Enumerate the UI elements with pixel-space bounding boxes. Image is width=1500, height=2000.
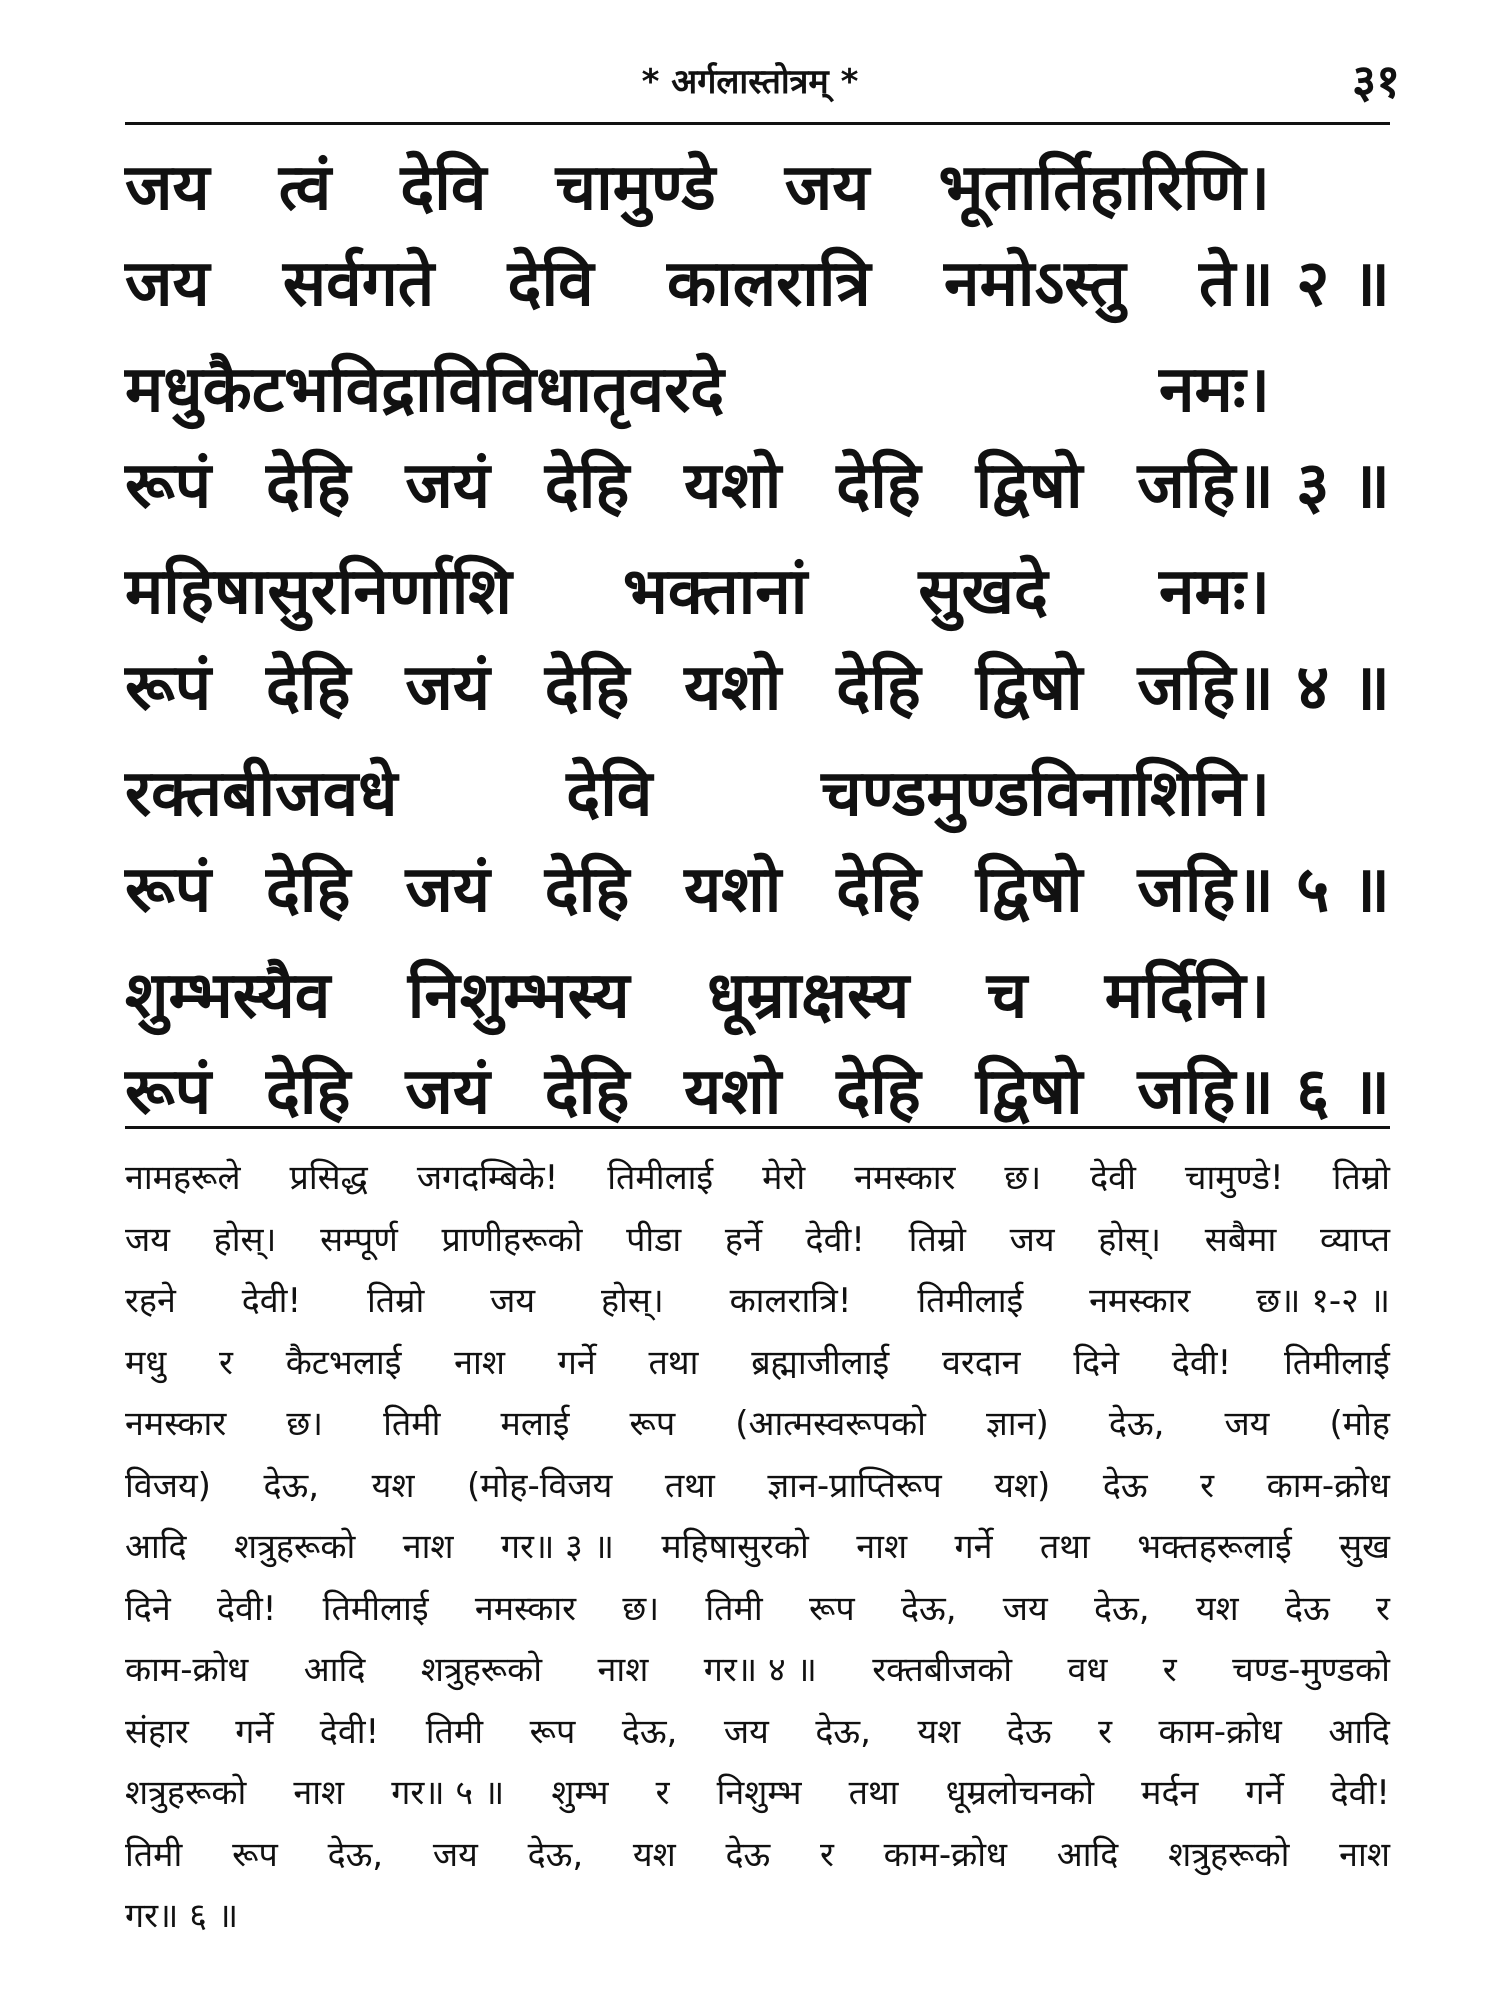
running-header-title: * अर्गलास्तोत्रम् *: [641, 62, 859, 102]
verse-word: देहि: [836, 449, 921, 523]
verse-line: [125, 746, 1390, 842]
commentary-word: तिमी: [383, 1404, 441, 1444]
verse-word: नमः।: [1159, 353, 1270, 427]
commentary-word: छ।: [286, 1404, 324, 1444]
commentary-word: नाश: [856, 1527, 908, 1567]
verse-line: [125, 948, 1390, 1044]
commentary-word: तिमीलाई: [1283, 1342, 1390, 1383]
commentary-word: प्राणीहरूको: [441, 1219, 583, 1260]
commentary-word: यश: [371, 1465, 415, 1506]
verse-word: महिषासुरनिर्णाशि: [125, 555, 512, 629]
commentary-word: आदि: [303, 1650, 366, 1690]
verse-word: रूपं: [125, 449, 212, 523]
commentary-word: देवी!: [319, 1711, 380, 1752]
verse-word: जय: [125, 247, 210, 321]
commentary-line: [125, 1148, 1390, 1210]
commentary-word: होस्।: [600, 1281, 664, 1321]
verse-word: देहि: [265, 1055, 351, 1129]
commentary-word: होस्।: [1098, 1219, 1162, 1260]
commentary-word: मधु: [125, 1342, 167, 1383]
commentary-word: देऊ: [1102, 1465, 1148, 1506]
commentary-line: [125, 1456, 1390, 1518]
commentary-word: देवी!: [217, 1588, 277, 1629]
commentary-line: [125, 1271, 1390, 1333]
commentary-word: यश: [917, 1711, 961, 1752]
verse-line: [125, 140, 1390, 236]
verse-word: देहि: [836, 651, 921, 725]
verse-word: जयं: [405, 1055, 490, 1129]
verse-word: जहि॥ ६ ॥: [1137, 1055, 1390, 1129]
commentary-word: गर॥ ५ ॥: [391, 1773, 505, 1813]
verse-word: ते॥ २ ॥: [1198, 247, 1390, 321]
commentary-word: गर्ने: [557, 1342, 596, 1383]
commentary-word: काम-क्रोध: [1158, 1711, 1282, 1752]
commentary-word: गर॥ ६ ॥: [125, 1896, 239, 1936]
verse-block: [125, 140, 1390, 1150]
commentary-word: र: [219, 1342, 233, 1383]
verse-word: जहि॥ ५ ॥: [1137, 853, 1390, 927]
verse-word: देहि: [265, 651, 351, 725]
commentary-word: रहने: [125, 1281, 176, 1321]
verse-word: देहि: [836, 1055, 921, 1129]
commentary-word: यश: [1195, 1588, 1239, 1629]
verse-word: देहि: [836, 853, 921, 927]
commentary-word: (मोह: [1329, 1404, 1390, 1444]
verse-word: देवि: [400, 151, 487, 225]
verse-word: जयं: [405, 853, 490, 927]
commentary-word: तिम्रो: [908, 1219, 966, 1260]
commentary-word: गर्ने: [954, 1527, 993, 1567]
verse-word: रूपं: [125, 651, 212, 725]
commentary-word: देवी!: [1171, 1342, 1232, 1383]
commentary-word: जय: [125, 1219, 170, 1260]
verse-word: देहि: [265, 853, 351, 927]
verse-word: च: [986, 959, 1028, 1033]
verse-word: द्विषो: [975, 651, 1083, 725]
commentary-word: रूप: [232, 1834, 278, 1875]
commentary-word: मेरो: [762, 1158, 806, 1198]
commentary-word: देऊ,: [263, 1465, 320, 1506]
commentary-word: र: [1375, 1588, 1390, 1629]
commentary-word: देऊ,: [900, 1588, 957, 1629]
commentary-word: वध: [1067, 1650, 1108, 1690]
commentary-word: जय: [490, 1281, 536, 1321]
section-divider: [125, 1126, 1390, 1129]
commentary-word: भक्तहरूलाई: [1137, 1527, 1292, 1567]
verse-word: त्वं: [278, 151, 332, 225]
verse-word: यशो: [684, 449, 782, 523]
commentary-word: र: [655, 1773, 670, 1813]
commentary-word: देऊ,: [527, 1834, 584, 1875]
commentary-word: चामुण्डे!: [1184, 1158, 1284, 1198]
commentary-word: तिमी: [125, 1834, 183, 1875]
commentary-word: (आत्मस्वरूपको: [735, 1404, 926, 1444]
commentary-line: [125, 1579, 1390, 1641]
commentary-word: पीडा: [626, 1219, 682, 1260]
verse-word: नमोऽस्तु: [944, 247, 1126, 321]
commentary-word: तिमीलाई: [917, 1281, 1024, 1321]
commentary-line: [125, 1886, 1390, 1948]
verse-word: कालरात्रि: [666, 247, 871, 321]
commentary-word: र: [1162, 1650, 1177, 1690]
verse: [125, 948, 1390, 1140]
commentary-word: नाश: [293, 1773, 345, 1813]
verse-word: यशो: [684, 651, 782, 725]
commentary-word: विजय): [125, 1465, 211, 1506]
commentary-word: नमस्कार: [125, 1404, 227, 1444]
commentary-word: गर्ने: [235, 1711, 274, 1752]
verse-word: देवि: [507, 247, 594, 321]
verse-line: [125, 342, 1390, 438]
verse: [125, 544, 1390, 736]
commentary-word: सुख: [1339, 1527, 1390, 1567]
commentary-word: मर्दन: [1141, 1773, 1199, 1813]
verse-word: रूपं: [125, 1055, 212, 1129]
commentary-line: [125, 1394, 1390, 1456]
commentary-word: छ।: [1004, 1158, 1042, 1198]
verse-word: देवि: [566, 757, 653, 831]
commentary-word: यश): [994, 1465, 1051, 1506]
commentary-word: गर॥ ३ ॥: [500, 1527, 614, 1567]
commentary-word: ज्ञान): [986, 1404, 1049, 1444]
verse-word: देहि: [544, 449, 630, 523]
verse-word: जयं: [405, 449, 490, 523]
commentary-word: शुम्भ: [551, 1773, 609, 1813]
verse-word: निशुम्भस्य: [407, 959, 630, 1033]
commentary-word: तिमीलाई: [322, 1588, 429, 1629]
commentary-word: तिमी: [705, 1588, 763, 1629]
commentary-word: हर्ने: [724, 1219, 762, 1260]
header-rule: [125, 122, 1390, 125]
commentary-word: नाश: [597, 1650, 649, 1690]
verse-word: द्विषो: [975, 853, 1083, 927]
commentary-block: [125, 1148, 1390, 1948]
commentary-word: रूप: [808, 1588, 855, 1629]
commentary-word: महिषासुरको: [661, 1527, 809, 1567]
commentary-word: शत्रुहरूको: [1168, 1834, 1290, 1875]
commentary-word: देऊ: [1006, 1711, 1052, 1752]
verse-word: यशो: [684, 1055, 782, 1129]
commentary-word: देऊ,: [815, 1711, 871, 1752]
commentary-line: [125, 1517, 1390, 1579]
commentary-word: कालरात्रि!: [729, 1281, 852, 1321]
commentary-word: नामहरूले: [125, 1158, 241, 1198]
commentary-word: चण्ड-मुण्डको: [1232, 1650, 1390, 1690]
commentary-word: रक्तबीजको: [872, 1650, 1013, 1690]
verse-word: देहि: [544, 1055, 630, 1129]
commentary-word: ज्ञान-प्राप्तिरूप: [767, 1465, 942, 1506]
commentary-line: [125, 1210, 1390, 1272]
commentary-line: [125, 1825, 1390, 1887]
commentary-word: तिम्रो: [366, 1281, 425, 1321]
verse-word: जय: [784, 151, 870, 225]
commentary-word: प्रसिद्ध: [289, 1158, 368, 1198]
commentary-word: तथा: [848, 1773, 899, 1813]
commentary-word: तिम्रो: [1332, 1158, 1390, 1198]
verse-word: रक्तबीजवधे: [125, 757, 398, 831]
verse-word: देहि: [265, 449, 351, 523]
verse-word: मधुकैटभविद्राविविधातृवरदे: [125, 353, 725, 427]
commentary-word: देऊ,: [1094, 1588, 1150, 1629]
commentary-word: तिमी: [425, 1711, 484, 1752]
verse-word: यशो: [684, 853, 782, 927]
verse-word: चण्डमुण्डविनाशिनि।: [821, 757, 1270, 831]
verse-word: नमः।: [1159, 555, 1270, 629]
verse-word: द्विषो: [975, 1055, 1083, 1129]
commentary-word: जगदम्बिके!: [416, 1158, 559, 1198]
verse-word: देहि: [544, 651, 630, 725]
verse-line: [125, 236, 1390, 332]
commentary-word: यश: [632, 1834, 676, 1875]
verse-word: देहि: [544, 853, 630, 927]
commentary-word: देवी!: [241, 1281, 302, 1321]
commentary-word: आदि: [1056, 1834, 1119, 1875]
commentary-word: देऊ: [1284, 1588, 1330, 1629]
commentary-word: देवी!: [805, 1219, 865, 1260]
commentary-word: आदि: [125, 1527, 187, 1567]
verse-word: द्विषो: [975, 449, 1083, 523]
commentary-word: गर॥ ४ ॥: [703, 1650, 817, 1690]
commentary-word: देऊ,: [621, 1711, 678, 1752]
commentary-word: वरदान: [942, 1342, 1021, 1383]
commentary-line: [125, 1763, 1390, 1825]
commentary-word: र: [819, 1834, 834, 1875]
verse-word: जहि॥ ३ ॥: [1137, 449, 1390, 523]
verse-word: चामुण्डे: [555, 151, 716, 225]
commentary-word: देऊ,: [1108, 1404, 1165, 1444]
commentary-word: देऊ: [725, 1834, 771, 1875]
commentary-word: सबैमा: [1204, 1219, 1277, 1260]
commentary-word: (मोह-विजय: [466, 1465, 613, 1506]
commentary-line: [125, 1702, 1390, 1764]
commentary-word: निशुम्भ: [716, 1773, 802, 1813]
commentary-word: तथा: [664, 1465, 715, 1506]
commentary-word: होस्।: [213, 1219, 277, 1260]
commentary-word: ब्रह्माजीलाई: [751, 1342, 890, 1383]
commentary-word: र: [1200, 1465, 1215, 1506]
verse-line: [125, 544, 1390, 640]
commentary-word: जय: [723, 1711, 769, 1752]
commentary-word: नमस्कार: [854, 1158, 956, 1198]
verse-word: शुम्भस्यैव: [125, 959, 331, 1033]
verse-word: धूम्राक्षस्य: [707, 959, 910, 1033]
commentary-word: गर्ने: [1245, 1773, 1284, 1813]
commentary-word: नाश: [454, 1342, 505, 1383]
commentary-word: संहार: [125, 1711, 189, 1752]
commentary-word: तथा: [1039, 1527, 1090, 1567]
commentary-word: देऊ,: [327, 1834, 384, 1875]
commentary-line: [125, 1640, 1390, 1702]
commentary-word: दिने: [125, 1588, 171, 1629]
commentary-word: तथा: [648, 1342, 699, 1383]
verse-word: मर्दिनि।: [1104, 959, 1270, 1033]
verse-word: सुखदे: [918, 555, 1048, 629]
commentary-word: आदि: [1328, 1711, 1390, 1752]
commentary-word: छ।: [622, 1588, 660, 1629]
verse-word: रूपं: [125, 853, 212, 927]
commentary-word: जय: [432, 1834, 478, 1875]
verse-word: जय: [125, 151, 210, 225]
commentary-word: दिने: [1073, 1342, 1120, 1383]
verse-word: जयं: [405, 651, 490, 725]
verse-line: [125, 438, 1390, 534]
commentary-word: नमस्कार: [474, 1588, 577, 1629]
commentary-word: काम-क्रोध: [1266, 1465, 1390, 1506]
commentary-word: कैटभलाई: [285, 1342, 402, 1383]
commentary-word: शत्रुहरूको: [125, 1773, 247, 1813]
page-number: ३१: [1352, 54, 1400, 108]
verse-line: [125, 842, 1390, 938]
verse-word: सर्वगते: [282, 247, 435, 321]
commentary-word: तिमीलाई: [607, 1158, 714, 1198]
commentary-word: शत्रुहरूको: [234, 1527, 356, 1567]
commentary-word: धूम्रलोचनको: [945, 1773, 1095, 1813]
commentary-word: सम्पूर्ण: [320, 1219, 398, 1260]
verse-word: भक्तानां: [622, 555, 808, 629]
verse: [125, 140, 1390, 332]
commentary-word: देवी: [1090, 1158, 1136, 1198]
commentary-word: शत्रुहरूको: [420, 1650, 543, 1690]
verse: [125, 746, 1390, 938]
commentary-word: जय: [1224, 1404, 1270, 1444]
commentary-word: र: [1098, 1711, 1112, 1752]
verse-word: जहि॥ ४ ॥: [1137, 651, 1390, 725]
commentary-word: काम-क्रोध: [883, 1834, 1007, 1875]
commentary-word: रूप: [529, 1711, 576, 1752]
commentary-word: व्याप्त: [1319, 1219, 1390, 1260]
verse-word: भूतार्तिहारिणि।: [938, 151, 1270, 225]
commentary-word: रूप: [629, 1404, 676, 1444]
verse: [125, 342, 1390, 534]
commentary-word: काम-क्रोध: [125, 1650, 249, 1690]
commentary-word: जय: [1002, 1588, 1048, 1629]
commentary-word: नमस्कार: [1089, 1281, 1191, 1321]
commentary-word: छ॥ १-२ ॥: [1256, 1281, 1390, 1321]
commentary-word: मलाई: [500, 1404, 570, 1444]
verse-line: [125, 640, 1390, 736]
commentary-word: नाश: [402, 1527, 454, 1567]
commentary-word: जय: [1009, 1219, 1055, 1260]
commentary-line: [125, 1333, 1390, 1395]
commentary-word: नाश: [1339, 1834, 1390, 1875]
commentary-word: देवी!: [1330, 1773, 1390, 1813]
